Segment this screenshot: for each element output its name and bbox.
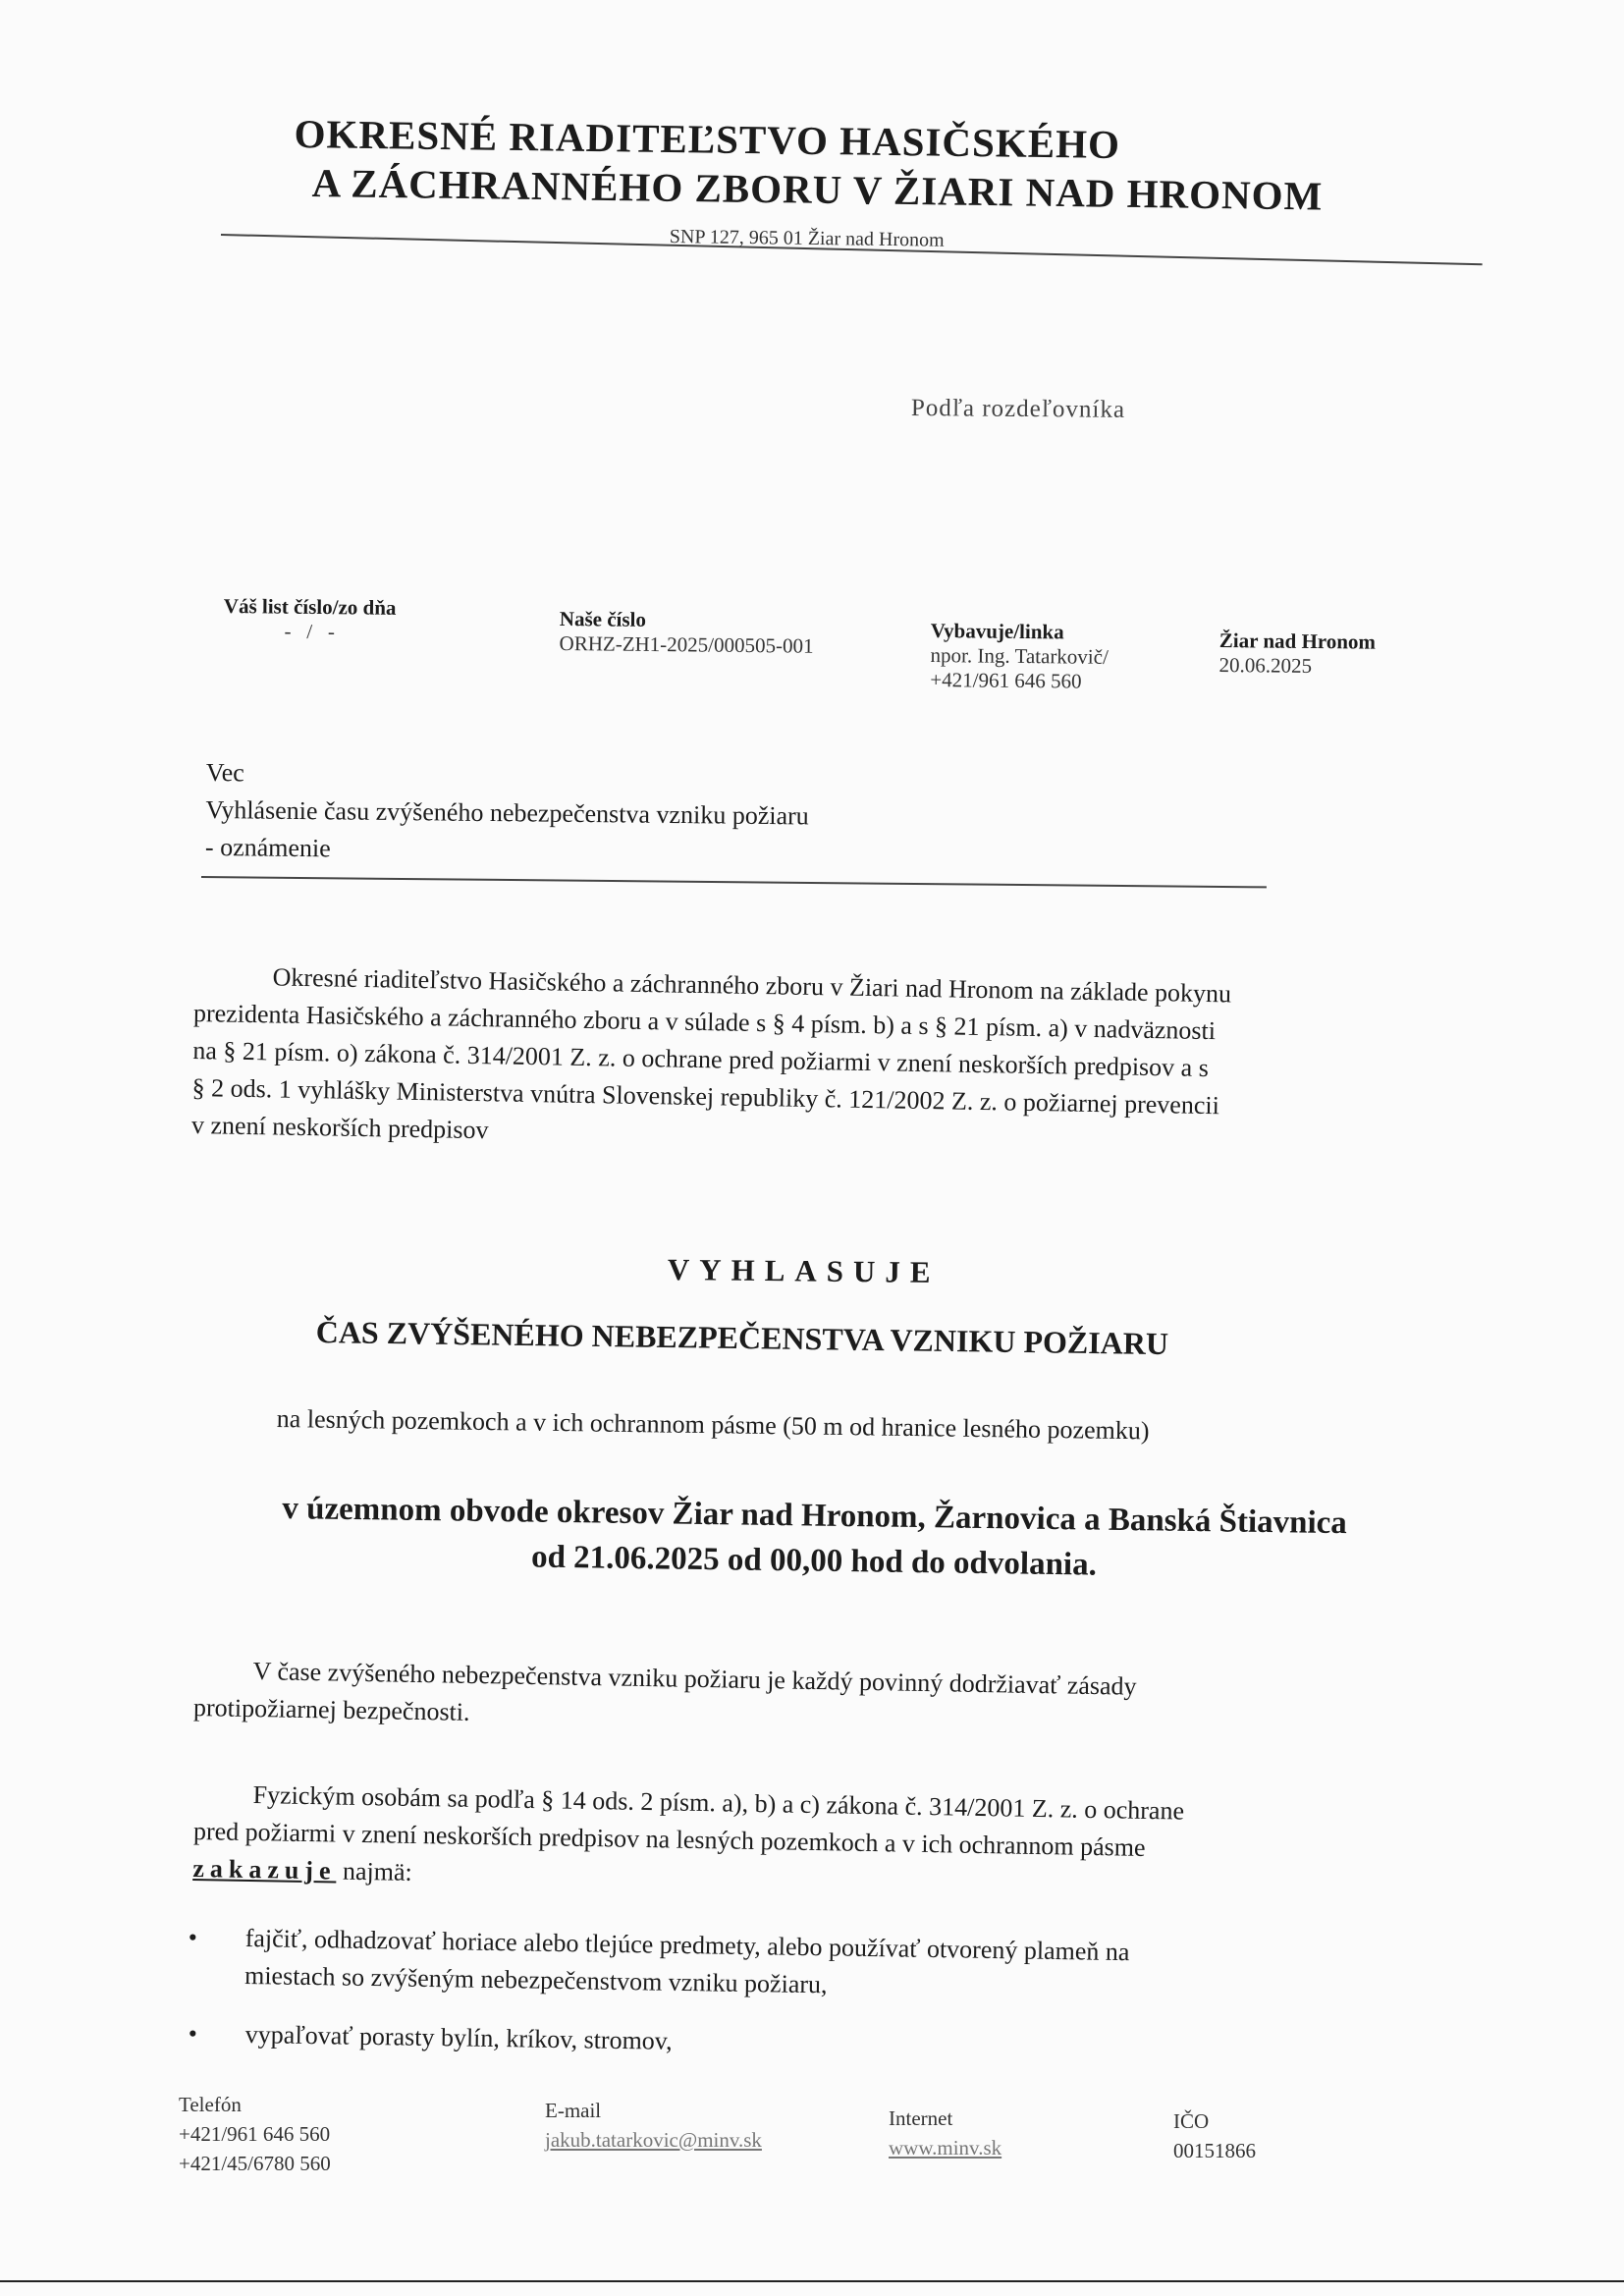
ref-handled-by-name: npor. Ing. Tatarkovič/ (930, 642, 1110, 669)
footer-email (545, 2096, 762, 2155)
ref-date: 20.06.2025 (1218, 652, 1313, 678)
duty-paragraph (193, 1652, 1436, 1748)
district-line-1: v územnom obvode okresov Žiar nad Hronom, Žarnovica a Banská Štiavnica (282, 1491, 1348, 1542)
ban-paragraph (192, 1776, 1434, 1909)
subject-line-2: - oznámenie (204, 832, 331, 863)
intro-line: § 2 ods. 1 vyhlášky Ministerstva vnútra Slovenskej republiky č. 121/2002 Z. z. o požiarnej prevencii (191, 1072, 1220, 1121)
intro-line: na § 21 písm. o) zákona č. 314/2001 Z. z. o ochrane pred požiarmi v znení neskorších predpisov a s (192, 1035, 1210, 1083)
ref-your-letter (223, 594, 396, 645)
footer-internet-label: Internet (889, 2106, 953, 2130)
ref-our-number-value: ORHZ-ZH1-2025/000505-001 (559, 630, 814, 658)
footer-internet-link[interactable]: www.minv.sk (889, 2136, 1002, 2159)
bullet-1-line-2: miestach so zvýšeným nebezpečenstvom vzniku požiaru, (244, 1960, 828, 1999)
letterhead-line-1: OKRESNÉ RIADITEĽSTVO HASIČSKÉHO (294, 110, 1121, 168)
forest-line: na lesných pozemkoch a v ich ochrannom pásme (50 m od hranice lesného pozemku) (276, 1404, 1150, 1446)
footer-phone (179, 2090, 331, 2178)
footer-email-label: E-mail (545, 2099, 602, 2122)
ref-handled-by (930, 619, 1109, 694)
bullet-2: vypaľovať porasty bylín, kríkov, stromov, (244, 2019, 673, 2055)
ban-tail: najmä: (336, 1856, 413, 1886)
bullet-icon: • (188, 2019, 198, 2049)
ref-your-letter-label: Váš list číslo/zo dňa (223, 594, 397, 620)
ref-handled-by-label: Vybavuje/linka (930, 619, 1064, 644)
ref-place-label: Žiar nad Hronom (1218, 629, 1377, 654)
subject-label: Vec (205, 757, 244, 788)
ref-our-number-label: Naše číslo (559, 607, 647, 631)
list-item (188, 1920, 1429, 2013)
ref-your-letter-value: - / - (284, 619, 336, 644)
footer-ico-label: IČO (1173, 2109, 1210, 2133)
intro-paragraph (191, 957, 1451, 1166)
district-line-2: od 21.06.2025 od 00,00 hod do odvolania. (530, 1539, 1098, 1583)
bullet-icon: • (188, 1923, 198, 1952)
duty-line-1: V čase zvýšeného nebezpečenstva vzniku požiaru je každý povinný dodržiavať zásady (252, 1657, 1137, 1701)
bullet-1-line-1: fajčiť, odhadzovať horiace alebo tlejúce predmety, alebo používať otvorený plameň na (244, 1923, 1130, 1967)
district-block (210, 1485, 1419, 1592)
ban-line-1: Fyzickým osobám sa podľa § 14 ods. 2 písm. a), b) a c) zákona č. 314/2001 Z. z. o ochrane (252, 1780, 1185, 1826)
ref-place-date (1218, 629, 1376, 680)
subject (205, 754, 810, 872)
declares-heading: VYHLASUJE (667, 1252, 941, 1289)
footer-email-link[interactable]: jakub.tatarkovic@minv.sk (545, 2128, 762, 2152)
letterhead-address: SNP 127, 965 01 Žiar nad Hronom (669, 226, 945, 251)
footer-phone-1: +421/961 646 560 (179, 2122, 331, 2146)
footer-internet (889, 2104, 1001, 2162)
time-title: ČAS ZVÝŠENÉHO NEBEZPEČENSTVA VZNIKU POŽIARU (315, 1314, 1169, 1362)
intro-line: prezidenta Hasičského a záchranného zboru a v súlade s § 4 písm. b) a s § 21 písm. a) v nadväznosti (192, 998, 1217, 1046)
list-item (188, 2016, 1428, 2072)
letterhead-line-2: A ZÁCHRANNÉHO ZBORU V ŽIARI NAD HRONOM (311, 159, 1324, 219)
ref-our-number (559, 607, 813, 659)
footer-ico (1173, 2106, 1256, 2165)
footer-ico-value: 00151866 (1173, 2139, 1256, 2162)
recipient: Podľa rozdeľovníka (910, 395, 1126, 423)
page-bottom-edge (0, 2280, 1624, 2282)
intro-line: Okresné riaditeľstvo Hasičského a záchranného zboru v Žiari nad Hronom na základe pokynu (272, 962, 1232, 1009)
subject-divider (201, 876, 1267, 888)
subject-line-1: Vyhlásenie času zvýšeného nebezpečenstva vzniku požiaru (205, 794, 809, 831)
footer-phone-label: Telefón (179, 2093, 242, 2116)
ban-word: zakazuje (192, 1853, 337, 1886)
intro-line: v znení neskorších predpisov (190, 1110, 489, 1145)
ban-line-2: pred požiarmi v znení neskorších predpisov na lesných pozemkoch a v ich ochrannom pásme (192, 1816, 1146, 1862)
ref-handled-by-phone: +421/961 646 560 (930, 667, 1082, 693)
duty-line-2: protipožiarnej bezpečnosti. (192, 1692, 470, 1726)
footer-phone-2: +421/45/6780 560 (179, 2152, 331, 2175)
